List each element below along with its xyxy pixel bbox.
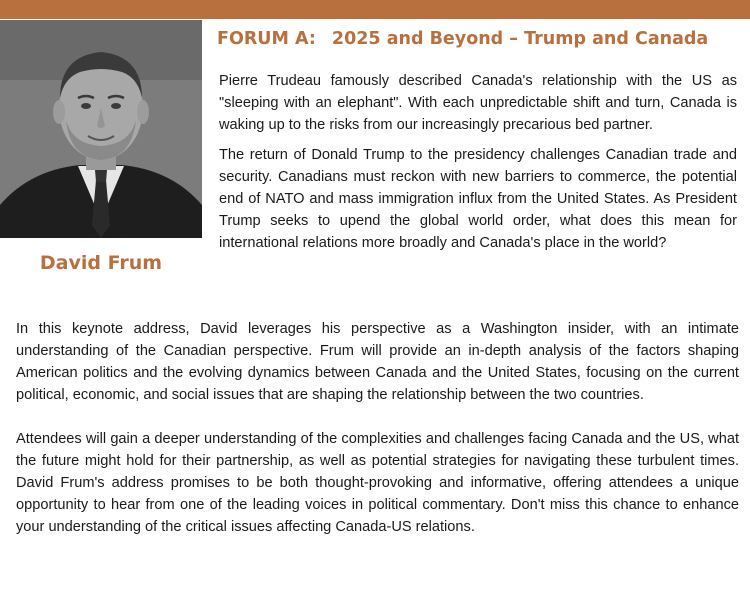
speaker-name: David Frum	[39, 252, 163, 274]
intro-section	[219, 70, 737, 262]
body-section	[16, 318, 739, 560]
speaker-photo	[0, 20, 202, 238]
body-paragraph: In this keynote address, David leverages his perspective as a Washington insider, with an intimate understanding of the Canadian perspective. Frum will provide an in-depth analysis of the factors shaping American politics and the evolving dynamics between Canada and the United States, focusing on the current political, economic, and social issues that are shaping the relationship between the two countries.	[16, 321, 739, 403]
speaker-portrait-icon	[0, 20, 202, 238]
forum-session-title: 2025 and Beyond – Trump and Canada	[331, 29, 709, 49]
forum-title	[217, 29, 708, 49]
top-accent-bar	[0, 0, 750, 19]
intro-paragraph: Pierre Trudeau famously described Canada's relationship with the US as "sleeping with an elephant". With each unpredictable shift and turn, Canada is waking up to the risks from our increasingly precarious bed partner.	[219, 73, 737, 133]
forum-label: FORUM A:	[217, 29, 316, 49]
body-paragraph: Attendees will gain a deeper understanding of the complexities and challenges facing Canada and the US, what the future might hold for their partnership, as well as potential strategies for navigating these turbulent times. David Frum's address promises to be both thought-provoking and informative, offering attendees a unique opportunity to hear from one of the leading voices in political commentary. Don't miss this chance to enhance your understanding of the critical issues affecting Canada-US relations.	[16, 431, 739, 535]
intro-paragraph: The return of Donald Trump to the presidency challenges Canadian trade and security. Canadians must reckon with new barriers to commerce, the potential end of NATO and mass immigration influx from the United States. As President Trump seeks to upend the global world order, what does this mean for international relations more broadly and Canada's place in the world?	[219, 147, 737, 251]
